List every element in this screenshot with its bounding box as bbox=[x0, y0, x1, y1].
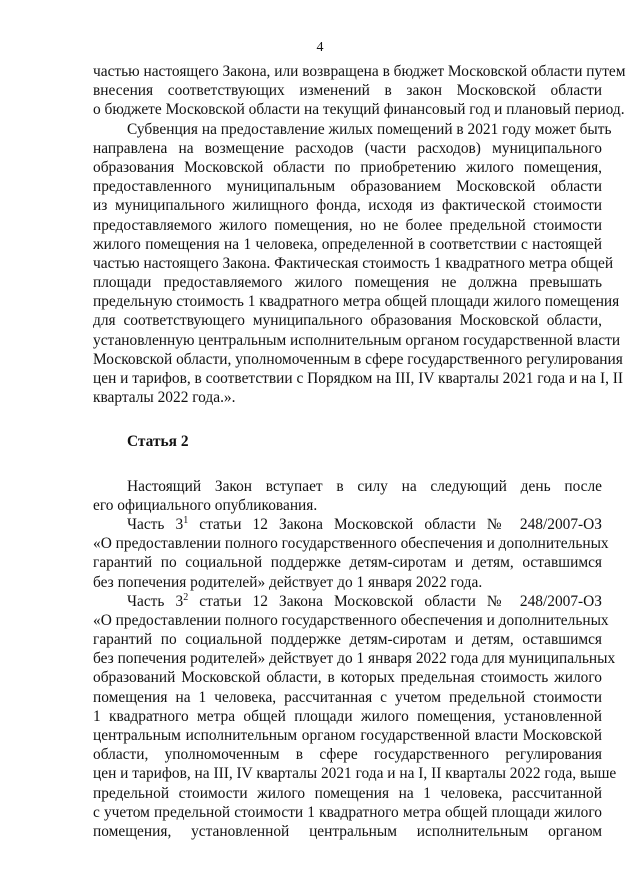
paragraph-line: цен и тарифов, на III, IV кварталы 2021 года и на I, II кварталы 2022 года, выше bbox=[93, 765, 617, 783]
paragraph-line: гарантий по социальной поддержке детям-сиротам и детям, оставшимся bbox=[93, 631, 602, 649]
page-number: 4 bbox=[316, 40, 324, 55]
paragraph-line: кварталы 2022 года.». bbox=[93, 389, 236, 407]
paragraph-line: Московской области, уполномоченным в сфере государственного регулирования bbox=[93, 350, 623, 368]
paragraph-line: гарантий по социальной поддержке детям-сиротам и детям, оставшимся bbox=[93, 554, 602, 572]
paragraph-line: цен и тарифов, в соответствии с Порядком на III, IV кварталы 2021 года и на I, II bbox=[93, 370, 624, 387]
paragraph-line: Субвенция на предоставление жилых помещений в 2021 году может быть bbox=[127, 120, 612, 138]
paragraph-line: внесения соответствующих изменений в закон Московской области bbox=[93, 82, 602, 100]
paragraph-line: предоставленного муниципальным образованием Московской области bbox=[93, 178, 602, 196]
superscript: 2 bbox=[183, 591, 189, 603]
superscript: 1 bbox=[183, 514, 189, 526]
paragraph-line: установленную центральным исполнительным органом государственной власти bbox=[93, 331, 621, 349]
paragraph-line: 1 квадратного метра общей площади жилого помещения, установленной bbox=[93, 707, 602, 725]
paragraph-line: помещения, установленной центральным исполнительным органом bbox=[93, 822, 602, 840]
paragraph-line: жилого помещения на 1 человека, определенной в соответствии с настоящей bbox=[93, 235, 602, 253]
line-text: статьи 12 Закона Московской области № 248/2007-ОЗ bbox=[188, 515, 602, 533]
paragraph-line: частью настоящего Закона, или возвращена в бюджет Московской области путем bbox=[93, 63, 626, 80]
paragraph-line: его официального опубликования. bbox=[93, 496, 318, 514]
paragraph-p3 bbox=[93, 477, 602, 515]
paragraph-p4 bbox=[93, 514, 609, 592]
paragraph-line: из муниципального жилищного фонда, исходя из фактической стоимости bbox=[93, 197, 602, 215]
line-text: Часть 3 bbox=[127, 515, 184, 533]
paragraph-line: без попечения родителей» действует до 1 января 2022 года. bbox=[93, 573, 483, 591]
paragraph-line: центральным исполнительным органом государственной власти Московской bbox=[93, 727, 602, 744]
paragraph-line: образования Московской области по приобретению жилого помещения, bbox=[93, 158, 602, 176]
paragraph-line bbox=[93, 592, 602, 611]
paragraph-line: без попечения родителей» действует до 1 января 2022 года для муниципальных bbox=[93, 650, 616, 668]
paragraph-line: предельную стоимость 1 квадратного метра общей площади жилого помещения bbox=[93, 293, 620, 311]
paragraph-line: предельной стоимости жилого помещения на 1 человека, рассчитанной bbox=[93, 784, 602, 802]
line-text: статьи 12 Закона Московской области № 248/2007-ОЗ bbox=[188, 592, 602, 610]
paragraph-line: с учетом предельной стоимости 1 квадратного метра общей площади жилого bbox=[93, 803, 602, 821]
paragraph-p5 bbox=[93, 591, 617, 841]
paragraph-line bbox=[93, 515, 602, 534]
paragraph-p2 bbox=[93, 120, 624, 408]
paragraph-line: площади предоставляемого жилого помещения не должна превышать bbox=[93, 274, 602, 292]
paragraph-line: Настоящий Закон вступает в силу на следующий день после bbox=[127, 477, 602, 495]
paragraph-line: для соответствующего муниципального образования Московской области, bbox=[93, 312, 602, 330]
paragraph-p1 bbox=[93, 62, 626, 120]
paragraph-line: о бюджете Московской области на текущий финансовый год и плановый период. bbox=[93, 101, 625, 119]
paragraphs-top bbox=[93, 62, 626, 407]
paragraphs-bottom bbox=[93, 477, 617, 842]
line-text: Часть 3 bbox=[127, 592, 184, 610]
paragraph-line: области, уполномоченным в сфере государственного регулирования bbox=[93, 746, 602, 764]
paragraph-line: частью настоящего Закона. Фактическая стоимость 1 квадратного метра общей bbox=[93, 254, 614, 272]
paragraph-line: образований Московской области, в которых предельная стоимость жилого bbox=[93, 669, 602, 687]
paragraph-line: направлена на возмещение расходов (части расходов) муниципального bbox=[93, 139, 602, 157]
paragraph-line: «О предоставлении полного государственного обеспечения и дополнительных bbox=[93, 535, 609, 553]
article-heading: Статья 2 bbox=[127, 433, 189, 451]
document-body bbox=[93, 62, 626, 841]
paragraph-line: «О предоставлении полного государственного обеспечения и дополнительных bbox=[93, 611, 609, 629]
paragraph-line: предоставляемого жилого помещения, но не более предельной стоимости bbox=[93, 216, 602, 234]
paragraph-line: помещения на 1 человека, рассчитанная с учетом предельной стоимости bbox=[93, 688, 602, 706]
